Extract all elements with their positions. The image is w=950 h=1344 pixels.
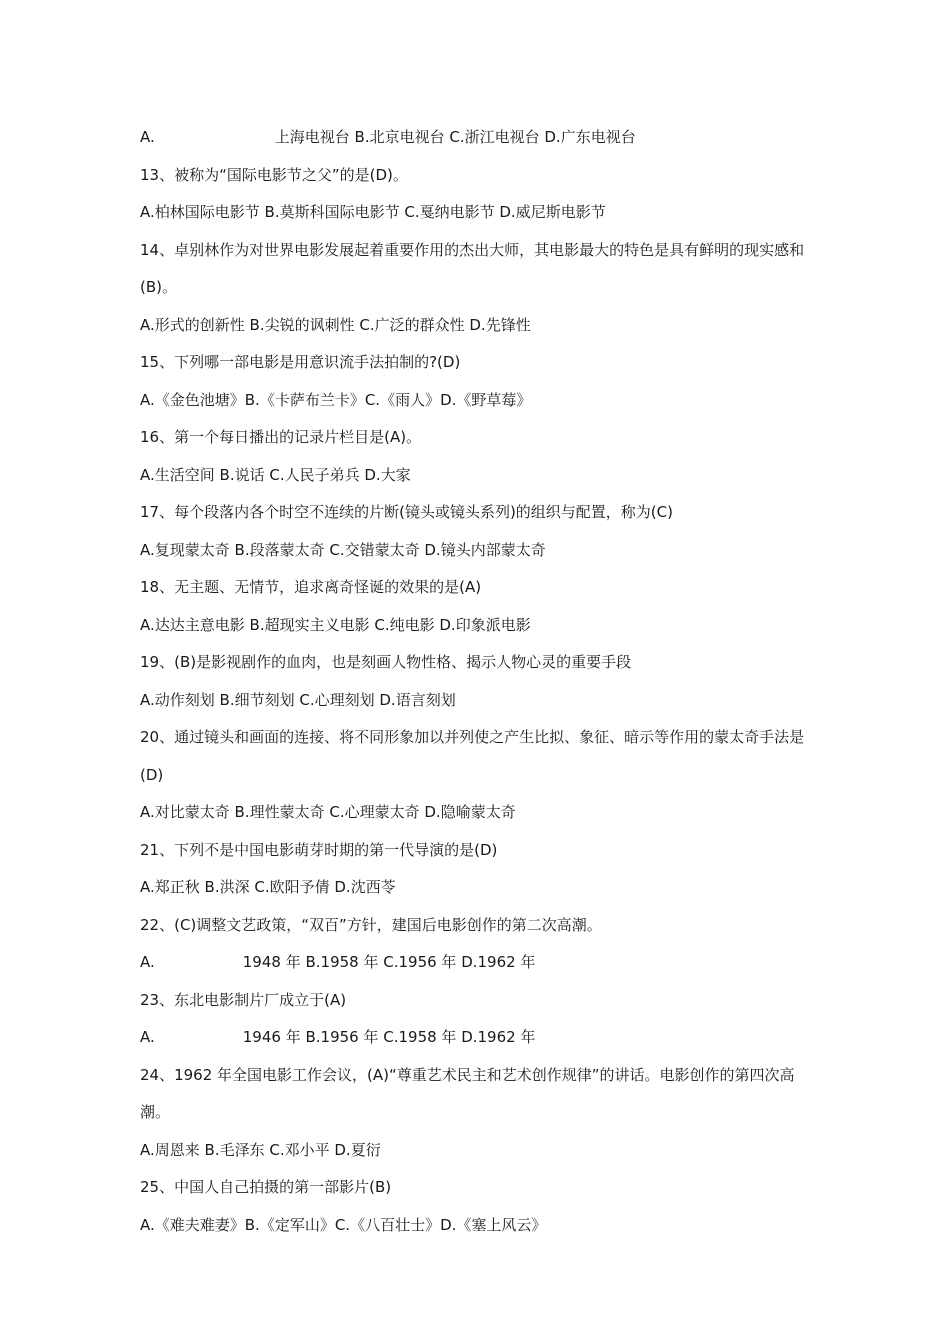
option-prefix: A.: [140, 1028, 155, 1046]
option-line: A.达达主意电影 B.超现实主义电影 C.纯电影 D.印象派电影: [140, 615, 531, 634]
question-line: 21、下列不是中国电影萌芽时期的第一代导演的是(D): [140, 840, 498, 859]
question-line: 22、(C)调整文艺政策，“双百”方针，建国后电影创作的第二次高潮。: [140, 915, 602, 934]
option-line: A.周恩来 B.毛泽东 C.邓小平 D.夏衍: [140, 1140, 381, 1159]
question-line: 13、被称为“国际电影节之父”的是(D)。: [140, 165, 408, 184]
question-line: 17、每个段落内各个时空不连续的片断(镜头或镜头系列)的组织与配置，称为(C): [140, 503, 673, 521]
question-line: 15、下列哪一部电影是用意识流手法拍制的?(D): [140, 353, 461, 371]
option-text: 1948 年 B.1958 年 C.1956 年 D.1962 年: [242, 953, 536, 971]
option-line: A.柏林国际电影节 B.莫斯科国际电影节 C.戛纳电影节 D.威尼斯电影节: [140, 203, 606, 221]
option-line: [140, 119, 820, 157]
option-line: A.复现蒙太奇 B.段落蒙太奇 C.交错蒙太奇 D.镜头内部蒙太奇: [140, 540, 546, 559]
option-line: A.对比蒙太奇 B.理性蒙太奇 C.心理蒙太奇 D.隐喻蒙太奇: [140, 803, 516, 821]
option-line: A.形式的创新性 B.尖锐的讽刺性 C.广泛的群众性 D.先锋性: [140, 315, 531, 334]
question-line: 19、(B)是影视剧作的血肉，也是刻画人物性格、揭示人物心灵的重要手段: [140, 653, 632, 671]
option-prefix: A.: [140, 953, 155, 971]
question-line: 14、卓别林作为对世界电影发展起着重要作用的杰出大师，其电影最大的特色是具有鲜明的现实感和(B)。: [140, 240, 805, 296]
question-line: 24、1962 年全国电影工作会议，(A)“尊重艺术民主和艺术创作规律”的讲话。电影创作的第四次高潮。: [140, 1065, 795, 1121]
question-line: 16、第一个每日播出的记录片栏目是(A)。: [140, 428, 422, 446]
option-text: 1946 年 B.1956 年 C.1958 年 D.1962 年: [242, 1028, 536, 1046]
option-line: [140, 1019, 820, 1057]
option-prefix: A.: [140, 128, 155, 146]
question-line: 23、东北电影制片厂成立于(A): [140, 990, 347, 1009]
question-line: 25、中国人自己拍摄的第一部影片(B): [140, 1178, 392, 1196]
option-line: A.《难夫难妻》B.《定军山》C.《八百壮士》D.《塞上风云》: [140, 1215, 547, 1234]
option-line: [140, 944, 820, 982]
document-body: [140, 119, 820, 1244]
question-line: 18、无主题、无情节，追求离奇怪诞的效果的是(A): [140, 578, 482, 596]
option-line: A.《金色池塘》B.《卡萨布兰卡》C.《雨人》D.《野草莓》: [140, 390, 532, 409]
option-line: A.动作刻划 B.细节刻划 C.心理刻划 D.语言刻划: [140, 690, 456, 709]
option-line: A.生活空间 B.说话 C.人民子弟兵 D.大家: [140, 465, 411, 484]
question-line: 20、通过镜头和画面的连接、将不同形象加以并列使之产生比拟、象征、暗示等作用的蒙太奇手法是(D): [140, 728, 805, 784]
option-line: A.郑正秋 B.洪深 C.欧阳予倩 D.沈西苓: [140, 878, 396, 896]
option-text: 上海电视台 B.北京电视台 C.浙江电视台 D.广东电视台: [274, 128, 636, 146]
